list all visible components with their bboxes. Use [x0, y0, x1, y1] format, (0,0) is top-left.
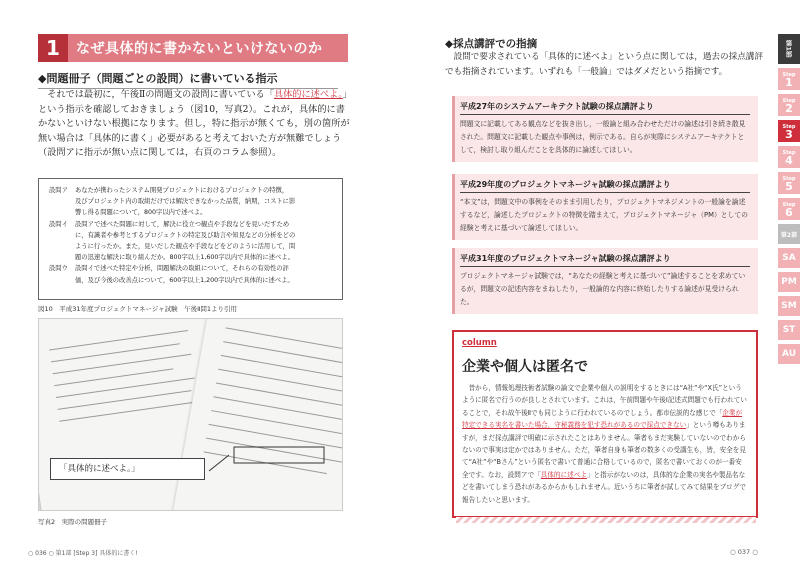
tab-part-1[interactable]: 第1部	[778, 34, 800, 64]
chapter-banner	[38, 34, 348, 62]
question-line: 響し得る問題について，800字以内で述べよ。	[75, 209, 207, 217]
photo-callout: 「具体的に述べよ。」	[50, 458, 205, 480]
tab-step-6[interactable]: Step 6	[778, 198, 800, 220]
left-page-footer: ○ 036 ○ 第1部 [Step 3] 具体的に書く!	[28, 550, 138, 557]
exam-question	[49, 185, 336, 219]
question-line: 設問イで述べた特定や分析，問題解決の取組について，それらの有効性の評	[75, 265, 289, 273]
review-title: 平成29年度のプロジェクトマネージャ試験の採点講評より	[460, 179, 750, 193]
tab-sm[interactable]: SM	[778, 296, 800, 316]
review-title: 平成31年度のプロジェクトマネージャ試験の採点講評より	[460, 253, 750, 267]
question-line: あなたが携わったシステム開発プロジェクトにおけるプロジェクトの特徴，	[75, 187, 289, 194]
para-text: 」という指示を確認しておきましょう（図10，写真2）。これが，具体的に書かないといけない根拠になります。但し，特に指示が無くても，別の箇所が無い場合は「具体的に書く」必要があると考えておいた方が無難でしょう（設問アに指示が無い点に関しては，右頁のコラム参照）。	[38, 89, 350, 159]
tab-st[interactable]: ST	[778, 320, 800, 340]
column-text-part: 昔から，情報処理技術者試験の論文で企業や個人の説明をするときには“A社”や“X氏”というように匿名で行うのが良しとされています。これは，午前問題や午後Ⅰ記述式問題でも行われていることで，それ故午後Ⅱでも同じように行われているのでしょう。都市伝説的な感じで「	[462, 384, 747, 417]
question-line: 及びプロジェクト内の取組だけでは解決できなかった品質，納期，コストに影	[75, 198, 296, 206]
review-box	[452, 96, 758, 162]
tab-step-5[interactable]: Step 5	[778, 172, 800, 194]
question-label: 設問イ	[49, 220, 68, 228]
review-text: プロジェクトマネージャ試験では，“あなたの経験と考えに基づいて”論述することを求めているが，問題文の記述内容をまねしたり，一般論的な内容に終始したりする論述が見受けられた。	[460, 272, 746, 306]
right-page-footer: ○ 037 ○	[730, 548, 758, 556]
column-highlight: 具体的に述べよ	[540, 470, 587, 479]
chapter-tab-sidebar	[778, 34, 800, 368]
column-text	[462, 382, 748, 506]
tab-pm[interactable]: PM	[778, 272, 800, 292]
question-line: 題の迅速な解決に取り組んだか。800字以上1,600字以内で具体的に述べよ。	[75, 254, 294, 262]
tab-step-1[interactable]: Step 1	[778, 68, 800, 90]
tab-au[interactable]: AU	[778, 344, 800, 364]
column-text-part: 」と指示がないのは，具体的な企業の実名や製品名などを書いてしまう恐れがあるからかもしれません。近いうちに筆者が試してみて結果をブログで報告したいと思います。	[462, 470, 746, 504]
right-section-heading: ◆採点講評での指摘	[445, 38, 538, 50]
column-text-part: 」という噂もありますが，まだ採点講評で明確に示されたことはありません。筆者もまだ実験していないのでわからないので事実は定かではありません。ただ，筆者自身も筆者の数多くの受講生も，皆，安全を見て“A社”や“Bさん”という匿名で書いて普通に合格しているので，匿名で書いておくのが一番安全です。なお，設問アで「	[462, 421, 746, 479]
left-section-heading	[38, 70, 338, 89]
figure-10-caption: 図10 平成31年度プロジェクトマネージャ試験 午後Ⅱ問1より引用	[38, 305, 237, 313]
exam-booklet-photo	[38, 318, 343, 511]
exam-question	[49, 263, 336, 285]
exam-question-box	[38, 178, 343, 300]
review-text: “本文”は，問題文中の事例をそのまま引用したり，プロジェクトマネジメントの一般論を論述するなど，論述したプロジェクトの特徴を踏まえて，プロジェクトマネージャ（PM）としての経験と考えに基づいて論述してほしい。	[460, 198, 748, 232]
tab-step-3[interactable]: Step 3	[778, 120, 800, 142]
review-box	[452, 248, 758, 314]
question-line: に，有識者や参考とするプロジェクトの特定及び助言や知見などの分析をどの	[75, 231, 296, 239]
tab-step-2[interactable]: Step 2	[778, 94, 800, 116]
question-line: ように行ったか。また，見いだした観点や手段などをどのように活用して，問	[75, 243, 296, 251]
chapter-title: なぜ具体的に書かないといけないのか	[76, 41, 323, 57]
column-torn-edge	[456, 517, 756, 523]
para-highlight: 具体的に述べよ。	[273, 89, 343, 100]
tab-part-2[interactable]: 第2部	[778, 224, 800, 244]
photo-2-caption: 写真2 実際の問題冊子	[38, 518, 108, 526]
review-text: 問題文に記載してある観点などを抜き出し，一般論と組み合わせただけの論述は引き続き散見された。問題文に記載した観点や事例は，例示である。自らが実際にシステムアーキテクトとして，検討し取り組んだことを具体的に論述してほしい。	[460, 120, 746, 154]
question-label: 設問ウ	[49, 265, 68, 273]
question-line: 設問アで述べた問題に対して，解決に役立つ観点や手段などを見いだすため	[75, 220, 290, 228]
chapter-number: 1	[38, 34, 68, 62]
left-section-heading-text: ◆問題冊子（問題ごとの設問）に書いている指示	[38, 72, 278, 85]
photo-annotation-lines	[39, 319, 343, 511]
column-title: 企業や個人は匿名で	[462, 359, 588, 375]
tab-sa[interactable]: SA	[778, 248, 800, 268]
review-title: 平成27年のシステムアーキテクト試験の採点講評より	[460, 101, 750, 115]
column-label: column	[462, 338, 497, 348]
review-box	[452, 174, 758, 240]
exam-question	[49, 219, 336, 264]
question-line: 価，及び今後の改善点について，600字以上1,200字以内で具体的に述べよ。	[75, 276, 294, 284]
question-label: 設問ア	[49, 187, 68, 194]
para-text: それでは最初に，午後Ⅱの問題文の設問に書いている「	[47, 89, 274, 100]
column-highlight: 企業が特定できる実名を書いた場合，守秘義務を犯す恐れがあるので採点できない	[462, 408, 743, 430]
left-body-paragraph	[38, 88, 350, 161]
column-box	[452, 330, 758, 518]
tab-step-4[interactable]: Step 4	[778, 146, 800, 168]
right-intro-paragraph: 設問で要求されている「具体的に述べよ」という点に関しては，過去の採点講評でも指摘されています。いずれも「一般論」ではダメだという指摘です。	[445, 52, 763, 77]
